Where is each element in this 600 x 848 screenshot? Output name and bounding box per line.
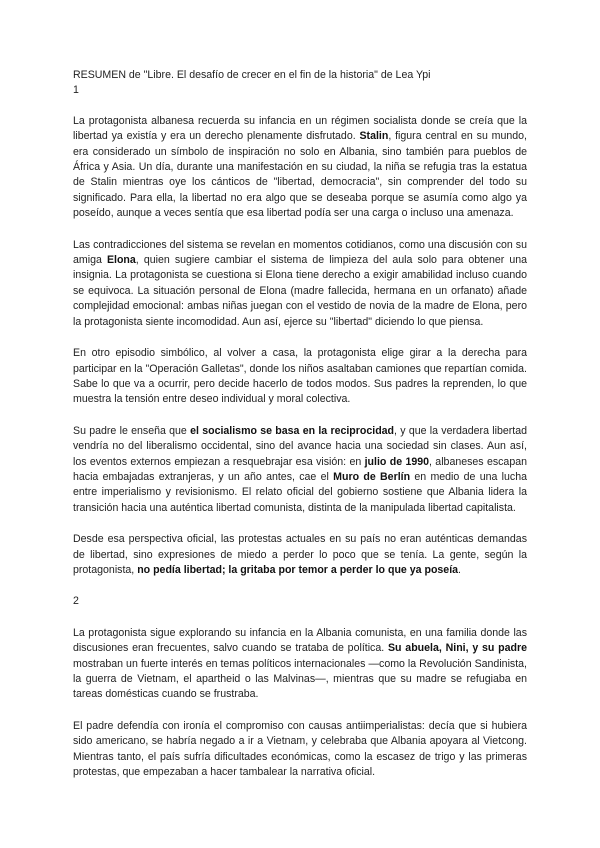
reciprocity-highlight: el socialismo se basa en la reciprocidad	[190, 424, 395, 437]
stalin-highlight: Stalin	[359, 130, 389, 143]
date-highlight: julio de 1990	[364, 455, 430, 468]
key-quote-highlight: no pedía libertad; la gritaba por temor a perder lo que ya poseía	[137, 563, 459, 576]
paragraph-4: Su padre le enseña que el socialismo se basa en la reciprocidad, y que la verdadera libertad vendría no del liberalismo occidental, sino del avance hacia una sociedad sin clases. Aun así, los eventos externos empiezan a resquebrajar esa visión: en julio de 1990, albaneses escapan hacia embajadas extranjeras, y un año antes, cae el Muro de Berlín en medio de una lucha entre imperialismo y revisionismo. El relato oficial del gobierno sostiene que Albania lidera la transición hacia una auténtica libertad comunista, distinta de la manipulada libertad capitalista.	[73, 424, 528, 514]
paragraph-5: Desde esa perspectiva oficial, las protestas actuales en su país no eran auténticas demandas de libertad, sino expresiones de miedo a perder lo poco que se tenía. La gente, según la protagonista, no pedía libertad; la gritaba por temor a perder lo que ya poseía.	[73, 533, 527, 576]
section-number-1: 1	[73, 84, 79, 97]
paragraph-7: El padre defendía con ironía el compromiso con causas antiimperialistas: decía que si hubiera sido americano, se habría negado a ir a Vietnam, y celebraba que Albania apoyara al Vietcong. Mientras tanto, el país sufría dificultades económicas, como la escasez de trigo y las primeras protestas, que empezaban a hacer tambalear la narrativa oficial.	[73, 719, 527, 779]
paragraph-6: La protagonista sigue explorando su infancia en la Albania comunista, en una familia donde las discusiones eran frecuentes, salvo cuando se trataba de política. Su abuela, Nini, y su padre mostraban un fuerte interés en temas políticos internacionales —como la Revolución Sandinista, la guerra de Vietnam, el apartheid o las Malvinas—, mientras que su madre se refugiaba en tareas domésticas cuando se frustraba.	[73, 626, 528, 701]
document-title: RESUMEN de "Libre. El desafío de crecer en el fin de la historia" de Lea Ypi	[73, 69, 431, 81]
paragraph-3: En otro episodio simbólico, al volver a casa, la protagonista elige girar a la derecha para participar en la "Operación Galletas", donde los niños asaltaban camiones que repartían comida. Sabe lo que va a ocurrir, pero decide hacerlo de todos modos. Sus padres la reprenden, lo que muestra la tensión entre deseo individual y moral colectiva.	[73, 347, 527, 406]
paragraph-2: Las contradicciones del sistema se revelan en momentos cotidianos, como una discusión con su amiga Elona, quien sugiere cambiar el sistema de limpieza del aula solo para obtener una insignia. La protagonista se cuestiona si Elona tiene derecho a exigir amabilidad incluso cuando se equivoca. La situación personal de Elona (madre fallecida, hermana en un orfanato) añade complejidad emocional: ambas niñas juegan con el vestido de novia de la madre de Elona, pero la protagonista siente incomodidad. Aun así, ejerce su "libertad" diciendo lo que piensa.	[73, 238, 528, 328]
elona-highlight: Elona	[106, 254, 136, 267]
family-highlight: Su abuela, Nini, y su padre	[387, 642, 528, 655]
berlin-wall-highlight: Muro de Berlín	[333, 470, 411, 483]
document-page	[73, 68, 527, 780]
paragraph-1: La protagonista albanesa recuerda su infancia en un régimen socialista donde se creía que la libertad ya existía y era un derecho plenamente disfrutado. Stalin, figura central en su mundo, era considerado un símbolo de inspiración no solo en Albania, sino también para pueblos de África y Asia. Un día, durante una manifestación en su ciudad, la niña se refugia tras la estatua de Stalin mientras oye los cánticos de "libertad, democracia", sin comprender del todo su significado. Para ella, la libertad no era algo que se deseaba porque se asumía como algo ya poseído, aunque a veces sentía que esa libertad podía ser una carga o incluso una amenaza.	[73, 114, 528, 220]
section-number-2: 2	[73, 595, 79, 608]
